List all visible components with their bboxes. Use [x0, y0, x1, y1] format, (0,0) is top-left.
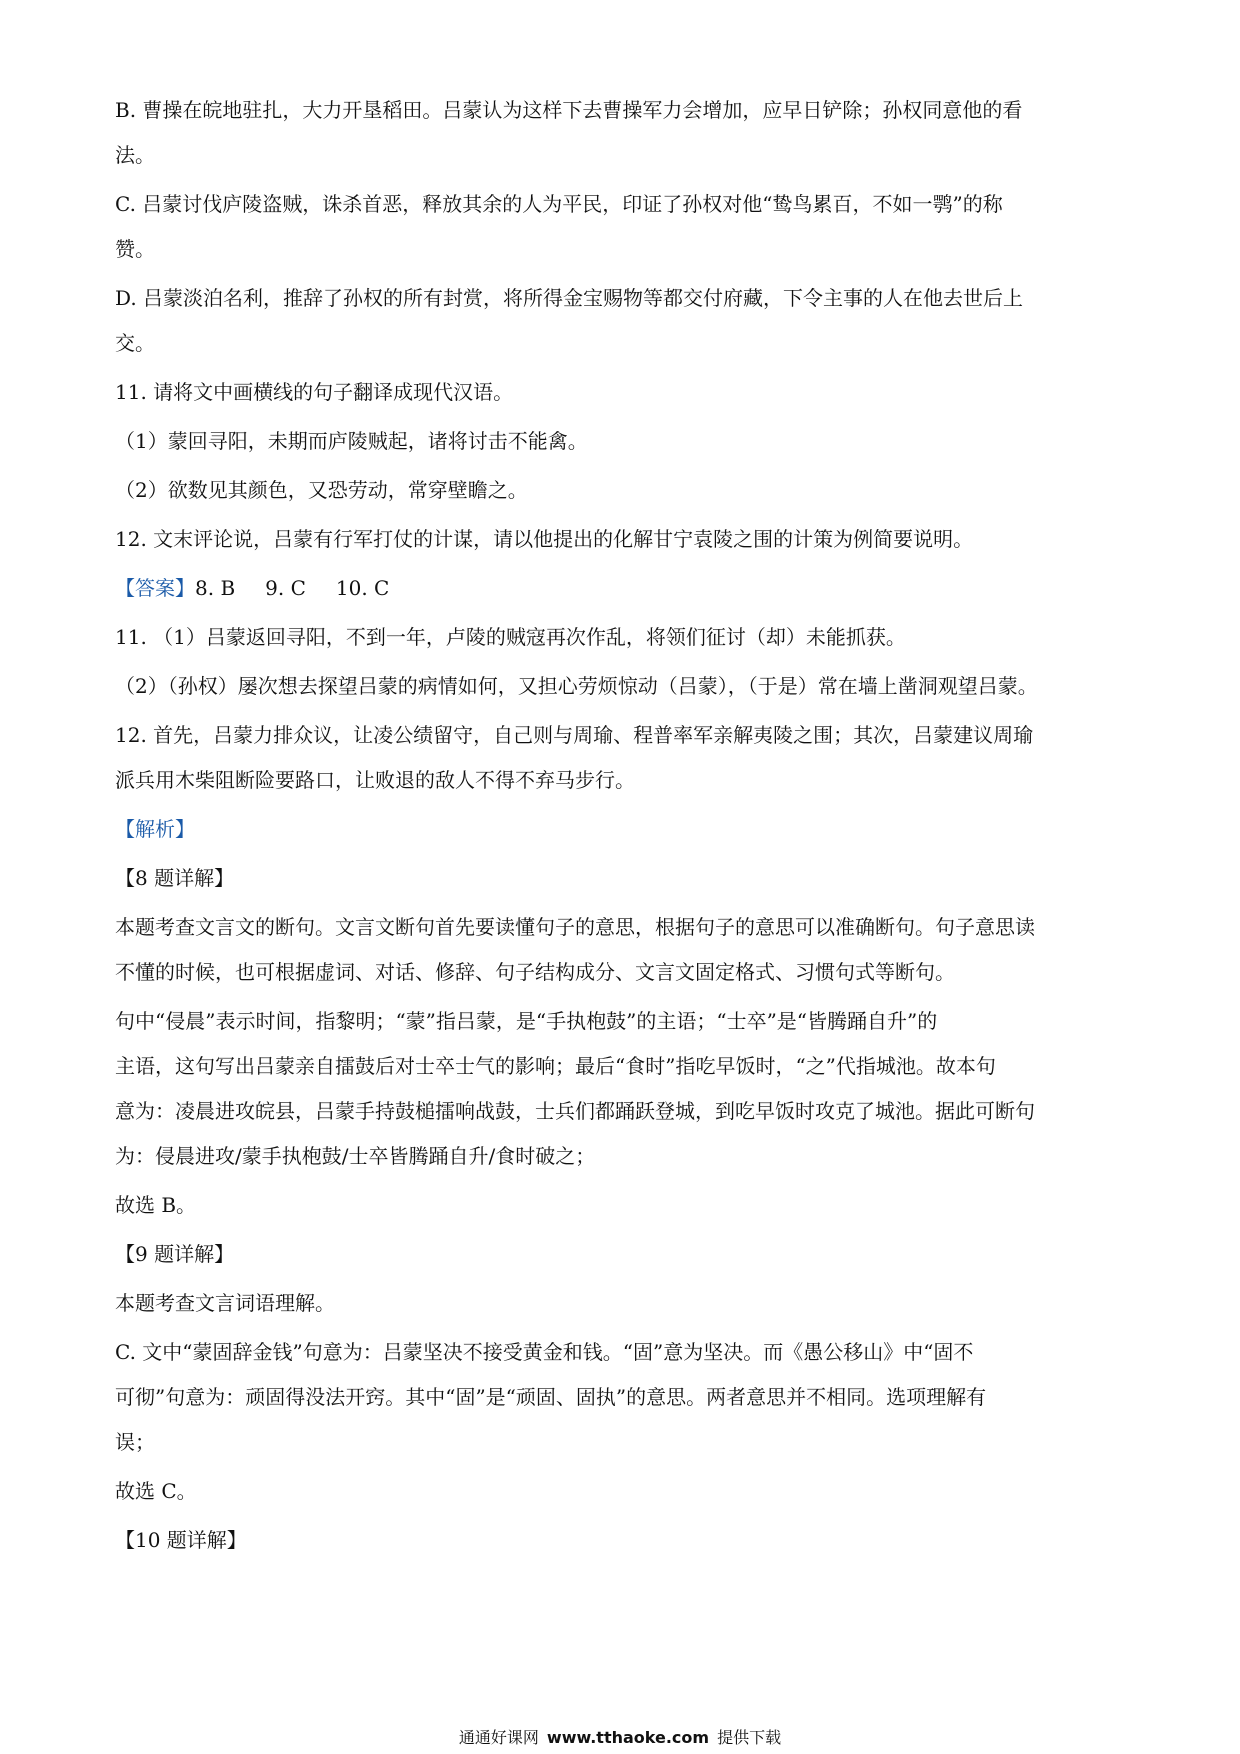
detail-9-p2-line3: 误； [115, 1430, 155, 1454]
detail-8-p2-line3: 意为：凌晨进攻皖县，吕蒙手持鼓槌擂响战鼓，士兵们都踊跃登城，到吃早饭时攻克了城池。据此可断句 [115, 1099, 1035, 1123]
detail-9-p2-line1: C. 文中“蒙固辞金钱”句意为：吕蒙坚决不接受黄金和钱。“固”意为坚决。而《愚公移山》中“固不 [115, 1340, 974, 1364]
footer-download-text: 提供下载 [717, 1728, 782, 1747]
answer-line [115, 576, 1130, 600]
answer-12-line1: 12. 首先，吕蒙力排众议，让凌公绩留守，自己则与周瑜、程普率军亲解夷陵之围；其次，吕蒙建议周瑜 [115, 723, 1034, 747]
detail-10-title: 【10 题详解】 [115, 1528, 247, 1552]
option-b-line2: 法。 [115, 143, 155, 167]
question-11-2: （2）欲数见其颜色，又恐劳动，常穿壁瞻之。 [115, 478, 528, 502]
question-12: 12. 文末评论说，吕蒙有行军打仗的计谋，请以他提出的化解甘宁袁陵之围的计策为例简要说明。 [115, 527, 974, 551]
detail-9-title: 【9 题详解】 [115, 1242, 235, 1266]
detail-8-p2-line2: 主语，这句写出吕蒙亲自擂鼓后对士卒士气的影响；最后“食时”指吃早饭时，“之”代指城池。故本句 [115, 1054, 996, 1078]
question-11-1: （1）蒙回寻阳，未期而庐陵贼起，诸将讨击不能禽。 [115, 429, 588, 453]
option-d-line1: D. 吕蒙淡泊名利，推辞了孙权的所有封赏，将所得金宝赐物等都交付府藏，下令主事的人在他去世后上 [115, 286, 1024, 310]
detail-9-p1: 本题考查文言词语理解。 [115, 1291, 335, 1315]
option-c-line2: 赞。 [115, 237, 155, 261]
detail-8-p2-line4: 为：侵晨进攻/蒙手执枹鼓/士卒皆腾踊自升/食时破之； [115, 1144, 596, 1168]
option-b-line1: B. 曹操在皖地驻扎，大力开垦稻田。吕蒙认为这样下去曹操军力会增加，应早日铲除；孙权同意他的看 [115, 98, 1023, 122]
detail-8-conclusion: 故选 B。 [115, 1193, 197, 1217]
detail-9-p2-line2: 可彻”句意为：顽固得没法开窍。其中“固”是“顽固、固执”的意思。两者意思并不相同。选项理解有 [115, 1385, 987, 1409]
analysis-label: 【解析】 [115, 817, 195, 841]
detail-9-conclusion: 故选 C。 [115, 1479, 197, 1503]
question-11: 11. 请将文中画横线的句子翻译成现代汉语。 [115, 380, 514, 404]
option-c-line1: C. 吕蒙讨伐庐陵盗贼，诛杀首恶，释放其余的人为平民，印证了孙权对他“鸷鸟累百，不如一鹗”的称 [115, 192, 1003, 216]
answer-label: 【答案】 [115, 576, 195, 600]
answer-10: 10. C [335, 576, 390, 600]
answer-9: 9. C [265, 576, 306, 600]
answer-8: 8. B [195, 576, 236, 600]
answer-11-1: 11. （1）吕蒙返回寻阳，不到一年，卢陵的贼寇再次作乱，将领们征讨（却）未能抓获。 [115, 625, 906, 649]
detail-8-p1-line2: 不懂的时候，也可根据虚词、对话、修辞、句子结构成分、文言文固定格式、习惯句式等断句。 [115, 960, 955, 984]
page-footer [0, 1728, 1240, 1748]
answer-11-2: （2）（孙权）屡次想去探望吕蒙的病情如何，又担心劳烦惊动（吕蒙），（于是）常在墙上凿洞观望吕蒙。 [115, 674, 1038, 698]
page-content [115, 98, 1130, 1577]
detail-8-p2-line1: 句中“侵晨”表示时间，指黎明；“蒙”指吕蒙，是“手执枹鼓”的主语；“士卒”是“皆腾踊自升”的 [115, 1009, 938, 1033]
footer-site-name: 通通好课网 [458, 1728, 539, 1747]
detail-8-p1-line1: 本题考查文言文的断句。文言文断句首先要读懂句子的意思，根据句子的意思可以准确断句。句子意思读 [115, 915, 1035, 939]
option-d-line2: 交。 [115, 331, 155, 355]
detail-8-title: 【8 题详解】 [115, 866, 235, 890]
footer-url[interactable]: www.tthaoke.com [546, 1728, 710, 1747]
answer-12-line2: 派兵用木柴阻断险要路口，让败退的敌人不得不弃马步行。 [115, 768, 635, 792]
